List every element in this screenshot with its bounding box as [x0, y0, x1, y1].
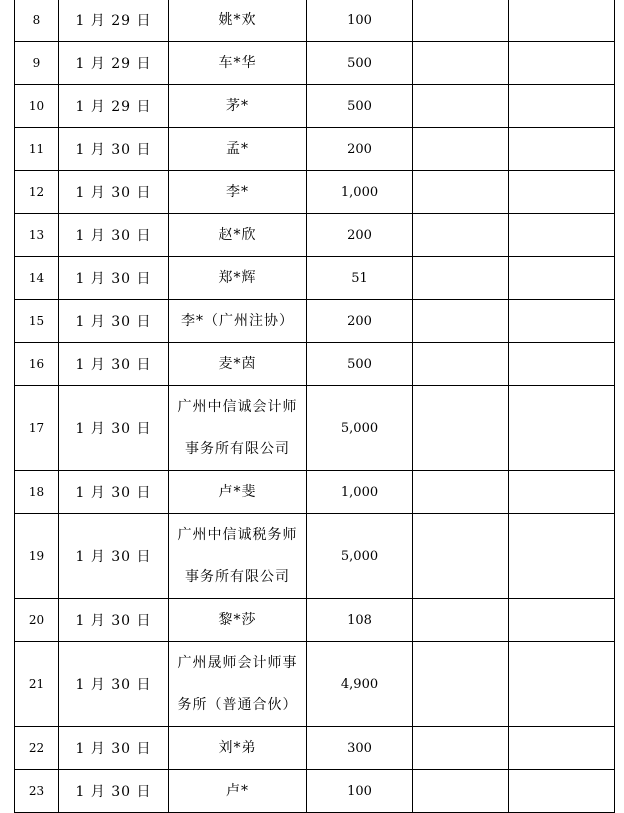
empty-cell [509, 770, 615, 813]
row-number-cell: 20 [15, 599, 59, 642]
empty-cell [509, 300, 615, 343]
amount-cell: 200 [307, 128, 413, 171]
table-row [15, 386, 615, 471]
row-number-cell: 13 [15, 214, 59, 257]
row-number-cell: 23 [15, 770, 59, 813]
date-cell: 1 月 29 日 [59, 42, 169, 85]
empty-cell [509, 386, 615, 471]
donor-name-line: 务所（普通合伙） [177, 697, 298, 713]
empty-cell [413, 85, 509, 128]
empty-cell [509, 471, 615, 514]
donor-name-cell [169, 171, 307, 214]
donor-name-cell [169, 85, 307, 128]
row-number-cell: 14 [15, 257, 59, 300]
donor-name-cell [169, 42, 307, 85]
donor-name-line: 事务所有限公司 [185, 441, 290, 457]
empty-cell [509, 257, 615, 300]
donor-name-cell [169, 386, 307, 471]
empty-cell [413, 642, 509, 727]
row-number-cell: 16 [15, 343, 59, 386]
row-number-cell: 10 [15, 85, 59, 128]
donor-name-line: 黎*莎 [218, 612, 257, 628]
table-row [15, 599, 615, 642]
empty-cell [509, 599, 615, 642]
donation-table [14, 0, 615, 813]
amount-cell: 500 [307, 42, 413, 85]
donor-name-cell [169, 727, 307, 770]
row-number-cell: 18 [15, 471, 59, 514]
donor-name-cell [169, 300, 307, 343]
amount-cell: 108 [307, 599, 413, 642]
table-row [15, 42, 615, 85]
date-cell: 1 月 30 日 [59, 642, 169, 727]
amount-cell: 300 [307, 727, 413, 770]
table-row [15, 343, 615, 386]
donor-name-cell [169, 599, 307, 642]
donor-name-line: 李*（广州注协） [181, 313, 294, 329]
row-number-cell: 17 [15, 386, 59, 471]
empty-cell [413, 770, 509, 813]
table-row [15, 514, 615, 599]
empty-cell [413, 386, 509, 471]
donor-name-cell [169, 0, 307, 42]
donor-name-line: 刘*弟 [218, 740, 257, 756]
date-cell: 1 月 30 日 [59, 171, 169, 214]
amount-cell: 100 [307, 770, 413, 813]
row-number-cell: 22 [15, 727, 59, 770]
table-row [15, 0, 615, 42]
donor-name-cell [169, 257, 307, 300]
empty-cell [413, 727, 509, 770]
table-row [15, 727, 615, 770]
empty-cell [413, 599, 509, 642]
amount-cell: 51 [307, 257, 413, 300]
empty-cell [413, 343, 509, 386]
donor-name-line: 广州晟师会计师事 [177, 655, 298, 671]
empty-cell [509, 214, 615, 257]
amount-cell: 200 [307, 214, 413, 257]
empty-cell [509, 343, 615, 386]
date-cell: 1 月 30 日 [59, 386, 169, 471]
amount-cell: 1,000 [307, 171, 413, 214]
date-cell: 1 月 30 日 [59, 770, 169, 813]
empty-cell [509, 85, 615, 128]
donor-name-cell [169, 128, 307, 171]
amount-cell: 500 [307, 85, 413, 128]
date-cell: 1 月 30 日 [59, 599, 169, 642]
empty-cell [509, 128, 615, 171]
empty-cell [413, 514, 509, 599]
donor-name-line: 孟* [226, 141, 249, 157]
donor-name-line: 李* [226, 184, 249, 200]
empty-cell [509, 171, 615, 214]
date-cell: 1 月 30 日 [59, 128, 169, 171]
donor-name-line: 卢*斐 [218, 484, 257, 500]
table-row [15, 770, 615, 813]
donor-name-cell [169, 343, 307, 386]
date-cell: 1 月 30 日 [59, 300, 169, 343]
donor-name-line: 赵*欣 [218, 227, 257, 243]
table-row [15, 171, 615, 214]
row-number-cell: 15 [15, 300, 59, 343]
donor-name-cell [169, 471, 307, 514]
donor-name-line: 姚*欢 [218, 12, 257, 28]
date-cell: 1 月 29 日 [59, 0, 169, 42]
date-cell: 1 月 29 日 [59, 85, 169, 128]
donor-name-line: 广州中信诚会计师 [177, 399, 298, 415]
donor-name-cell [169, 214, 307, 257]
table-body [15, 0, 615, 813]
table-row [15, 642, 615, 727]
row-number-cell: 12 [15, 171, 59, 214]
donor-name-cell [169, 514, 307, 599]
empty-cell [413, 471, 509, 514]
table-row [15, 85, 615, 128]
date-cell: 1 月 30 日 [59, 514, 169, 599]
amount-cell: 4,900 [307, 642, 413, 727]
row-number-cell: 9 [15, 42, 59, 85]
empty-cell [413, 171, 509, 214]
donor-name-line: 茅* [226, 98, 249, 114]
amount-cell: 5,000 [307, 386, 413, 471]
row-number-cell: 8 [15, 0, 59, 42]
row-number-cell: 11 [15, 128, 59, 171]
donor-name-line: 车*华 [218, 55, 257, 71]
donor-name-line: 事务所有限公司 [185, 569, 290, 585]
donor-name-line: 广州中信诚税务师 [177, 527, 298, 543]
table-row [15, 128, 615, 171]
table-row [15, 214, 615, 257]
date-cell: 1 月 30 日 [59, 343, 169, 386]
amount-cell: 100 [307, 0, 413, 42]
empty-cell [509, 727, 615, 770]
donor-name-line: 卢* [226, 783, 249, 799]
empty-cell [509, 42, 615, 85]
amount-cell: 200 [307, 300, 413, 343]
amount-cell: 500 [307, 343, 413, 386]
table-row [15, 471, 615, 514]
empty-cell [413, 257, 509, 300]
empty-cell [413, 0, 509, 42]
empty-cell [413, 42, 509, 85]
date-cell: 1 月 30 日 [59, 727, 169, 770]
empty-cell [413, 214, 509, 257]
donor-name-cell [169, 642, 307, 727]
empty-cell [413, 128, 509, 171]
empty-cell [413, 300, 509, 343]
amount-cell: 1,000 [307, 471, 413, 514]
row-number-cell: 21 [15, 642, 59, 727]
donor-name-line: 麦*茵 [218, 356, 257, 372]
table-row [15, 257, 615, 300]
amount-cell: 5,000 [307, 514, 413, 599]
empty-cell [509, 0, 615, 42]
row-number-cell: 19 [15, 514, 59, 599]
empty-cell [509, 642, 615, 727]
date-cell: 1 月 30 日 [59, 471, 169, 514]
table-row [15, 300, 615, 343]
donor-name-line: 郑*辉 [218, 270, 257, 286]
empty-cell [509, 514, 615, 599]
date-cell: 1 月 30 日 [59, 214, 169, 257]
date-cell: 1 月 30 日 [59, 257, 169, 300]
donor-name-cell [169, 770, 307, 813]
